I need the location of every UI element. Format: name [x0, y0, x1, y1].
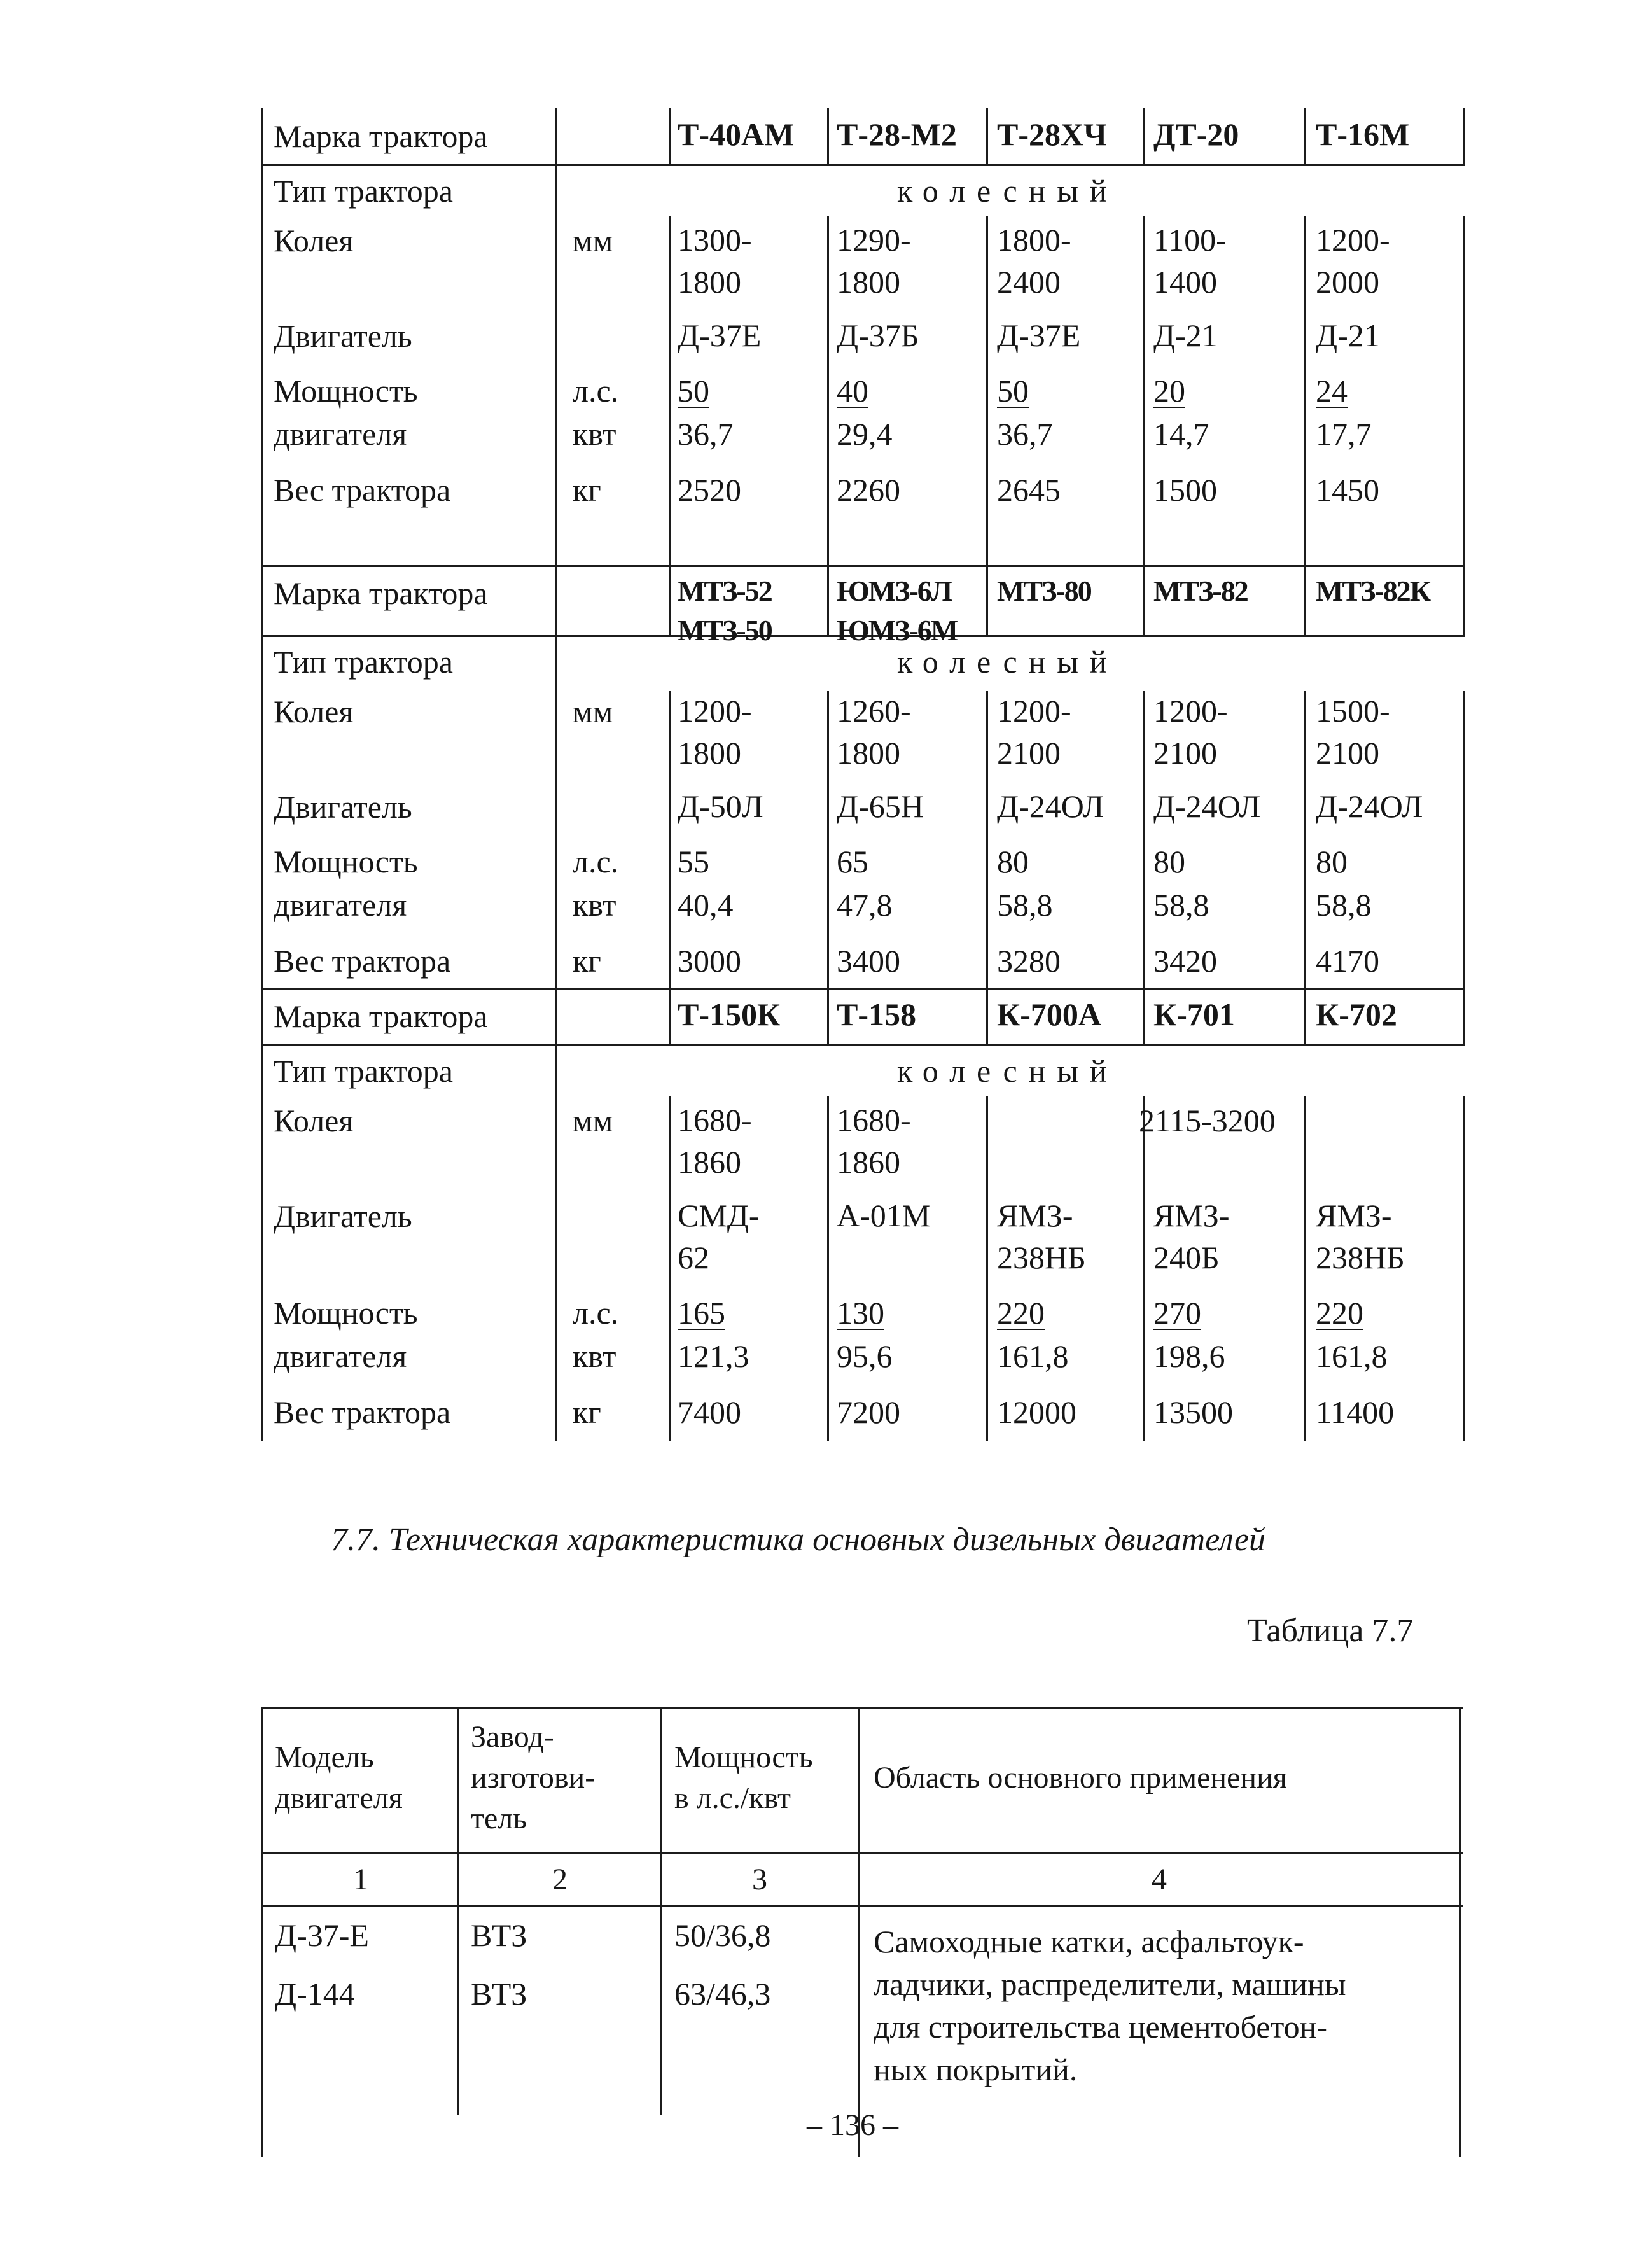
engine-label: Двигатель: [274, 1198, 412, 1234]
tractor-brand-label: Марка трактора: [274, 575, 488, 611]
track-label: Колея: [274, 694, 354, 729]
engine-value-5: Д-21: [1316, 318, 1380, 353]
weight-value-2: 2260: [837, 472, 900, 508]
header-col-divider: [827, 565, 829, 635]
data-col-divider: [669, 216, 671, 565]
engine-value-5: ЯМЗ- 238НБ: [1316, 1198, 1405, 1275]
tractor-model-4: МТЗ-82: [1153, 575, 1248, 607]
tractor-model-2: ЮМЗ-6Л ЮМЗ-6М: [837, 575, 958, 647]
engine-table-col-divider-2: [660, 1707, 662, 2115]
power-hp-2: 130: [837, 1295, 884, 1331]
power-hp-4: 20: [1153, 373, 1185, 409]
track-unit: мм: [573, 1103, 613, 1138]
power-hp-5: 220: [1316, 1295, 1363, 1331]
tractor-model-1: Т-150К: [678, 997, 781, 1032]
engine-value-1: Д-50Л: [678, 788, 763, 824]
weight-value-4: 13500: [1153, 1394, 1233, 1430]
engine-value-4: Д-21: [1153, 318, 1218, 353]
page-number: – 136 –: [807, 2108, 898, 2142]
data-col-divider: [1304, 691, 1306, 988]
track-value-3: 1200- 2100: [997, 693, 1071, 771]
engine-table-left-border: [261, 1707, 263, 2157]
engine-value-2: А-01М: [837, 1198, 931, 1233]
power-unit: л.с. квт: [573, 373, 619, 452]
engine-table-right-border: [1459, 1707, 1461, 2157]
engine-row-application: Самоходные катки, асфальтоук- ладчики, распределители, машины для строительства цементобетон- ных покрытий.: [874, 1924, 1346, 2087]
header-col-divider: [1304, 565, 1306, 635]
data-col-divider: [1143, 1096, 1145, 1441]
track-value-4: 1100- 1400: [1153, 222, 1227, 300]
data-col-divider: [1463, 1096, 1465, 1441]
weight-value-3: 2645: [997, 472, 1061, 508]
header-col-divider: [1143, 565, 1145, 635]
weight-value-3: 3280: [997, 943, 1061, 979]
data-col-divider: [1304, 1096, 1306, 1441]
power-kw-1: 36,7: [678, 416, 734, 452]
power-kw-4: 58,8: [1153, 887, 1209, 923]
data-col-divider: [827, 216, 829, 565]
header-col-divider: [986, 108, 988, 164]
unit-col-divider: [555, 988, 557, 1441]
track-value-5: 1200- 2000: [1316, 222, 1390, 300]
engine-table-col-divider-3: [858, 1707, 860, 2157]
power-kw-2: 47,8: [837, 887, 893, 923]
power-kw-2: 29,4: [837, 416, 893, 452]
engine-table-numbers-bottom-line: [261, 1905, 1463, 1907]
weight-value-1: 7400: [678, 1394, 741, 1430]
weight-label: Вес трактора: [274, 1394, 451, 1430]
weight-value-1: 2520: [678, 472, 741, 508]
weight-value-4: 1500: [1153, 472, 1217, 508]
track-label: Колея: [274, 223, 354, 258]
track-unit: мм: [573, 223, 613, 258]
data-col-divider: [1463, 691, 1465, 988]
power-kw-5: 161,8: [1316, 1338, 1388, 1374]
power-kw-1: 40,4: [678, 887, 734, 923]
header-col-divider: [986, 565, 988, 635]
weight-unit: кг: [573, 1394, 601, 1430]
track-value-2: 1290- 1800: [837, 222, 911, 300]
power-kw-4: 14,7: [1153, 416, 1209, 452]
data-col-divider: [986, 1096, 988, 1441]
engine-value-1: Д-37Е: [678, 318, 762, 353]
weight-value-1: 3000: [678, 943, 741, 979]
power-hp-2: 65: [837, 844, 868, 879]
tractor-brand-label: Марка трактора: [274, 998, 488, 1034]
engine-value-3: Д-37Е: [997, 318, 1081, 353]
header-col-divider: [1143, 108, 1145, 164]
power-label: Мощность двигателя: [274, 844, 418, 923]
header-col-divider: [1304, 108, 1306, 164]
power-hp-5: 24: [1316, 373, 1348, 409]
power-hp-3: 80: [997, 844, 1029, 879]
tractor-model-1: МТЗ-52 МТЗ-50: [678, 575, 772, 647]
tractor-model-1: Т-40АМ: [678, 116, 795, 152]
power-kw-3: 36,7: [997, 416, 1053, 452]
power-kw-5: 17,7: [1316, 416, 1372, 452]
power-kw-3: 161,8: [997, 1338, 1069, 1374]
weight-label: Вес трактора: [274, 943, 451, 979]
header-col-divider: [1463, 108, 1465, 164]
header-col-divider: [669, 108, 671, 164]
tractor-model-2: Т-158: [837, 997, 916, 1032]
header-col-divider: [669, 988, 671, 1044]
weight-label: Вес трактора: [274, 472, 451, 508]
engine-row-power: 50/36,8 63/46,3: [674, 1917, 771, 2012]
table-caption: Таблица 7.7: [1247, 1613, 1414, 1649]
data-col-divider: [986, 216, 988, 565]
block-top-line: [261, 988, 1465, 990]
header-bottom-line: [261, 1044, 1465, 1046]
track-value-merged: 2115-3200: [1139, 1103, 1276, 1138]
engine-label: Двигатель: [274, 789, 412, 825]
power-kw-5: 58,8: [1316, 887, 1372, 923]
engine-col-number-2: 2: [552, 1863, 568, 1896]
section-title: 7.7. Техническая характеристика основных дизельных двигателей: [331, 1522, 1266, 1558]
engine-value-3: ЯМЗ- 238НБ: [997, 1198, 1086, 1275]
tractor-type-value: колесный: [897, 1053, 1118, 1089]
engine-header-maker: Завод- изготови- тель: [471, 1720, 596, 1835]
power-hp-2: 40: [837, 373, 868, 409]
header-col-divider: [669, 565, 671, 635]
weight-value-2: 7200: [837, 1394, 900, 1430]
power-unit: л.с. квт: [573, 1295, 619, 1374]
weight-value-5: 4170: [1316, 943, 1379, 979]
engine-row-model: Д-37-Е Д-144: [275, 1917, 369, 2012]
tractor-type-label: Тип трактора: [274, 644, 453, 680]
weight-value-5: 11400: [1316, 1394, 1395, 1430]
power-hp-1: 55: [678, 844, 709, 879]
tractor-model-2: Т-28-М2: [837, 116, 957, 152]
data-col-divider: [827, 1096, 829, 1441]
table-left-border: [261, 988, 263, 1441]
unit-col-divider: [555, 565, 557, 988]
engine-label: Двигатель: [274, 318, 412, 354]
table-left-border: [261, 108, 263, 565]
engine-col-number-4: 4: [1152, 1863, 1167, 1896]
engine-table-col-divider-1: [457, 1707, 459, 2115]
tractor-model-5: К-702: [1316, 997, 1397, 1032]
tractor-type-label: Тип трактора: [274, 1053, 453, 1089]
engine-value-3: Д-24ОЛ: [997, 788, 1104, 824]
power-kw-2: 95,6: [837, 1338, 893, 1374]
power-kw-1: 121,3: [678, 1338, 749, 1374]
table-left-border: [261, 565, 263, 988]
engine-table-header-bottom-line: [261, 1852, 1463, 1854]
data-col-divider: [827, 691, 829, 988]
header-col-divider: [1463, 565, 1465, 635]
weight-value-3: 12000: [997, 1394, 1076, 1430]
power-label: Мощность двигателя: [274, 373, 418, 452]
track-value-1: 1200- 1800: [678, 693, 752, 771]
tractor-model-3: К-700А: [997, 997, 1102, 1032]
data-col-divider: [669, 691, 671, 988]
track-label: Колея: [274, 1103, 354, 1138]
tractor-model-5: Т-16М: [1316, 116, 1410, 152]
weight-value-2: 3400: [837, 943, 900, 979]
engine-value-2: Д-65Н: [837, 788, 924, 824]
tractor-brand-label: Марка трактора: [274, 118, 488, 154]
track-value-5: 1500- 2100: [1316, 693, 1390, 771]
power-hp-3: 220: [997, 1295, 1045, 1331]
header-col-divider: [1143, 988, 1145, 1044]
header-col-divider: [827, 108, 829, 164]
data-col-divider: [1143, 216, 1145, 565]
power-hp-4: 270: [1153, 1295, 1201, 1331]
power-kw-3: 58,8: [997, 887, 1053, 923]
data-col-divider: [1304, 216, 1306, 565]
track-value-1: 1680- 1860: [678, 1102, 752, 1180]
engine-value-4: ЯМЗ- 240Б: [1153, 1198, 1230, 1275]
data-col-divider: [1463, 216, 1465, 565]
power-hp-4: 80: [1153, 844, 1185, 879]
power-label: Мощность двигателя: [274, 1295, 418, 1374]
power-kw-4: 198,6: [1153, 1338, 1225, 1374]
data-col-divider: [1143, 691, 1145, 988]
power-unit: л.с. квт: [573, 844, 619, 923]
engine-row-maker: ВТЗ ВТЗ: [471, 1917, 527, 2012]
weight-value-4: 3420: [1153, 943, 1217, 979]
engine-value-5: Д-24ОЛ: [1316, 788, 1423, 824]
engine-value-2: Д-37Б: [837, 318, 919, 353]
engine-value-1: СМД- 62: [678, 1198, 760, 1275]
engine-table-top-border: [261, 1707, 1463, 1709]
tractor-model-4: К-701: [1153, 997, 1235, 1032]
power-hp-1: 165: [678, 1295, 725, 1331]
engine-header-power: Мощность в л.с./квт: [674, 1740, 813, 1815]
tractor-type-label: Тип трактора: [274, 173, 453, 209]
data-col-divider: [669, 1096, 671, 1441]
header-bottom-line: [261, 164, 1465, 166]
engine-col-number-3: 3: [752, 1863, 767, 1896]
track-value-1: 1300- 1800: [678, 222, 752, 300]
tractor-model-3: МТЗ-80: [997, 575, 1091, 607]
power-hp-1: 50: [678, 373, 709, 409]
track-unit: мм: [573, 694, 613, 729]
weight-unit: кг: [573, 943, 601, 979]
power-hp-3: 50: [997, 373, 1029, 409]
weight-value-5: 1450: [1316, 472, 1379, 508]
header-col-divider: [1304, 988, 1306, 1044]
tractor-type-value: колесный: [897, 644, 1118, 680]
weight-unit: кг: [573, 472, 601, 508]
tractor-model-5: МТЗ-82К: [1316, 575, 1430, 607]
tractor-model-4: ДТ-20: [1153, 116, 1239, 152]
header-col-divider: [986, 988, 988, 1044]
engine-header-application: Область основного применения: [874, 1761, 1287, 1795]
engine-col-number-1: 1: [353, 1863, 368, 1896]
tractor-type-value: колесный: [897, 173, 1118, 209]
block-top-line: [261, 565, 1465, 567]
header-col-divider: [1463, 988, 1465, 1044]
header-col-divider: [827, 988, 829, 1044]
engine-header-model: Модель двигателя: [275, 1740, 403, 1815]
track-value-3: 1800- 2400: [997, 222, 1071, 300]
tractor-model-3: Т-28ХЧ: [997, 116, 1107, 152]
unit-col-divider: [555, 108, 557, 565]
engine-value-4: Д-24ОЛ: [1153, 788, 1261, 824]
data-col-divider: [986, 691, 988, 988]
track-value-2: 1260- 1800: [837, 693, 911, 771]
track-value-2: 1680- 1860: [837, 1102, 911, 1180]
power-hp-5: 80: [1316, 844, 1348, 879]
track-value-4: 1200- 2100: [1153, 693, 1228, 771]
